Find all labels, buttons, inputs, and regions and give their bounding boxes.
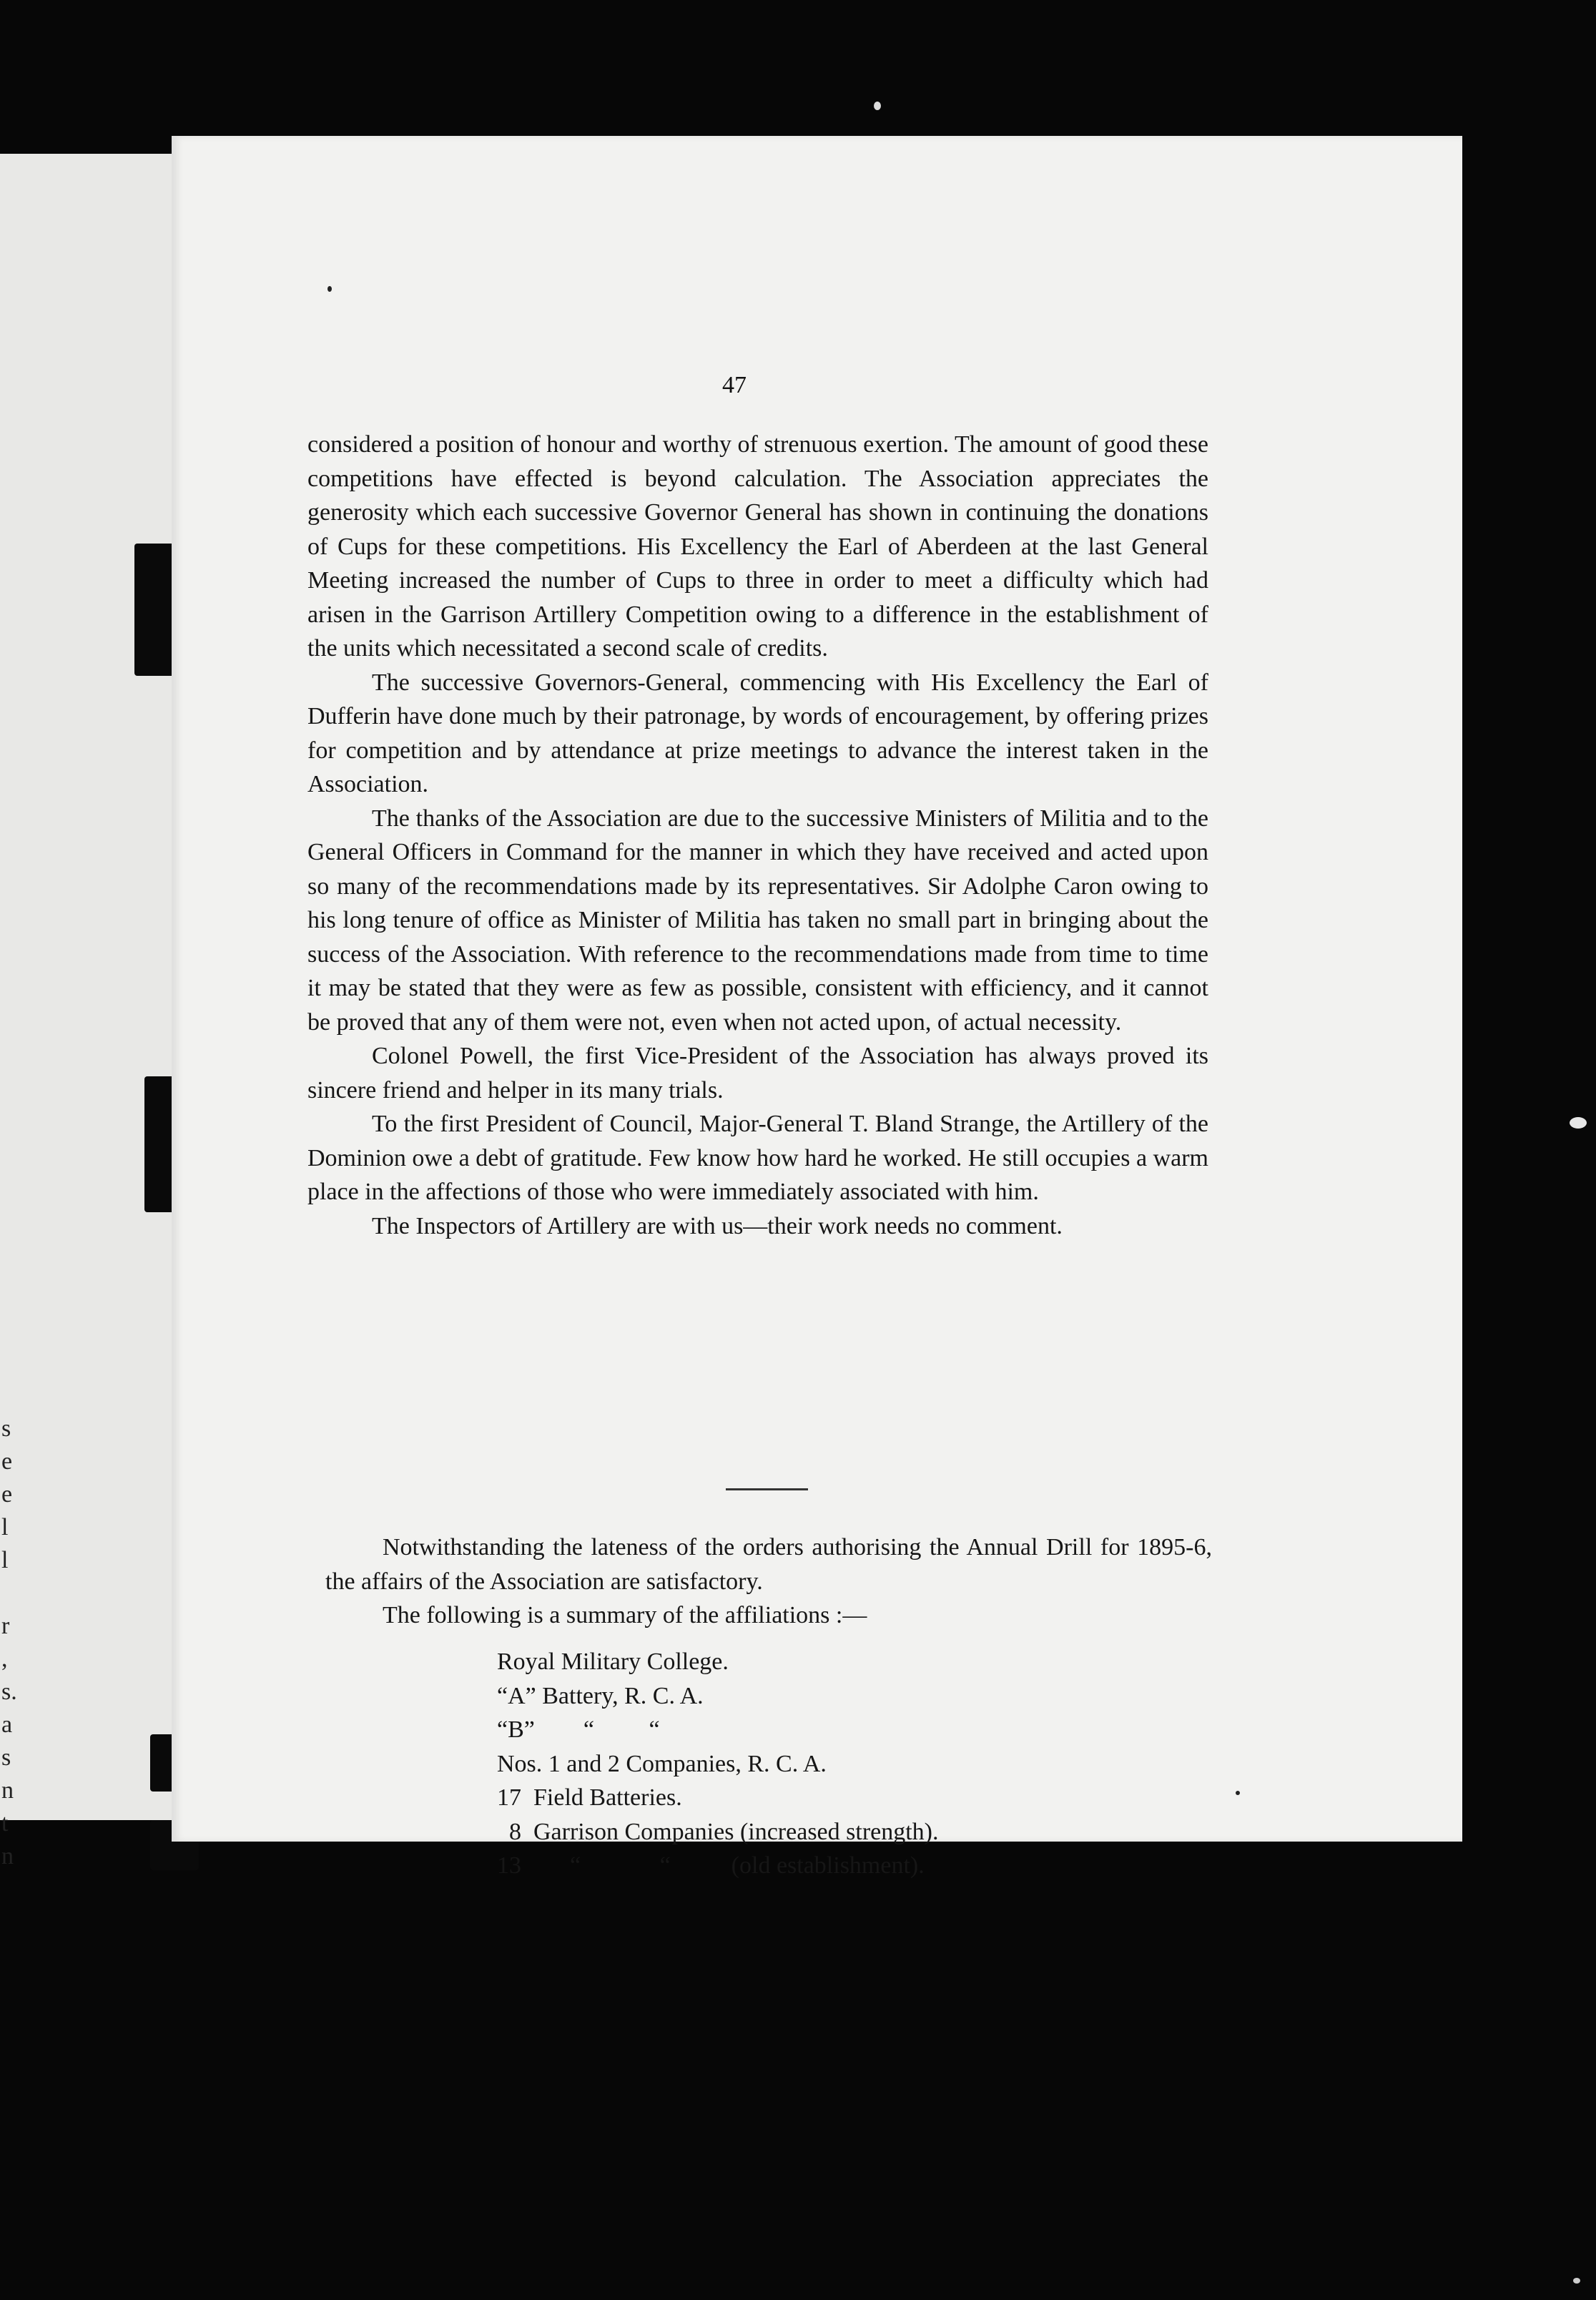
affiliation-text: Royal Military College. (497, 1648, 729, 1675)
affiliation-text: 8 Garrison Companies (increased strength). (497, 1818, 939, 1845)
affiliation-text: 13 “ “ (old establishment). (497, 1852, 925, 1879)
left-edge-char: s (1, 1744, 11, 1771)
affiliation-text: 17 Field Batteries. (497, 1784, 682, 1811)
paragraph: Colonel Powell, the first Vice-President of the Association has always proved its sincere friend and helper in its many trials. (307, 1043, 1208, 1104)
left-edge-char: s (1, 1415, 11, 1442)
left-edge-char: e (1, 1448, 13, 1475)
paragraph: considered a position of honour and worthy of strenuous exertion. The amount of good these competitions have effected is beyond calculation. The Association appreciates the generosity which each successive Governor General has shown in continuing the donations of Cups for these competitions. His Excellency the Earl of Aberdeen at the last General Meeting increased the number of Cups to three in order to meet a difficulty which had arisen in the Garrison Artillery Competition owing to a difference in the establishment of the units which necessitated a second scale of credits. (307, 431, 1208, 662)
paragraph: The following is a summary of the affiliations :— (383, 1602, 867, 1628)
left-edge-char: l (1, 1514, 9, 1540)
left-edge-char: n (1, 1777, 14, 1804)
scan-speck (874, 102, 881, 110)
left-edge-char: n (1, 1843, 14, 1869)
summary-text (325, 1530, 1212, 1633)
affiliation-text: “B” “ “ (497, 1716, 660, 1743)
left-edge-char: r (1, 1613, 10, 1639)
left-edge-char: t (1, 1810, 9, 1837)
left-facing-page (0, 154, 188, 1869)
scan-speck (1570, 1117, 1587, 1129)
main-text (307, 428, 1208, 1243)
left-edge-char: , (1, 1646, 8, 1672)
paragraph: The thanks of the Association are due to the successive Ministers of Militia and to the General Officers in Command for the manner in which they have received and acted upon so many of the recommendations made by its representatives. Sir Adolphe Caron owing to his long tenure of office as Minister of Militia has taken no small part in bringing about the success of the Association. With reference to the recommendations made from time to time it may be stated that they were as few as possible, consistent with efficiency, and it cannot be proved that any of them were not, even when not acted upon, of actual necessity. (307, 805, 1208, 1036)
left-edge-char: s. (1, 1679, 17, 1705)
left-edge-char: a (1, 1711, 13, 1738)
paragraph: The successive Governors-General, commencing with His Excellency the Earl of Dufferin have done much by their patronage, by words of encouragement, by offering prizes for competition and by attendance at prize meetings to advance the interest taken in the Association. (307, 669, 1208, 797)
scan-speck (327, 286, 332, 292)
paragraph: To the first President of Council, Major-General T. Bland Strange, the Artillery of the Dominion owe a debt of gratitude. Few know how hard he worked. He still occupies a warm place in the affections of those who were immediately associated with him. (307, 1111, 1208, 1205)
scan-speck (1236, 1791, 1240, 1795)
section-divider (726, 1488, 808, 1490)
left-edge-char: e (1, 1481, 13, 1508)
scan-speck (1573, 2278, 1580, 2284)
page-number: 47 (722, 372, 747, 398)
left-edge-char: l (1, 1547, 9, 1573)
affiliation-text: Nos. 1 and 2 Companies, R. C. A. (497, 1750, 827, 1777)
paragraph: The Inspectors of Artillery are with us—their work needs no comment. (372, 1212, 1063, 1239)
affiliation-text: “A” Battery, R. C. A. (497, 1682, 704, 1709)
paragraph: Notwithstanding the lateness of the orders authorising the Annual Drill for 1895-6, the affairs of the Association are satisfactory. (325, 1534, 1212, 1595)
left-page-edge-text (0, 154, 19, 1869)
